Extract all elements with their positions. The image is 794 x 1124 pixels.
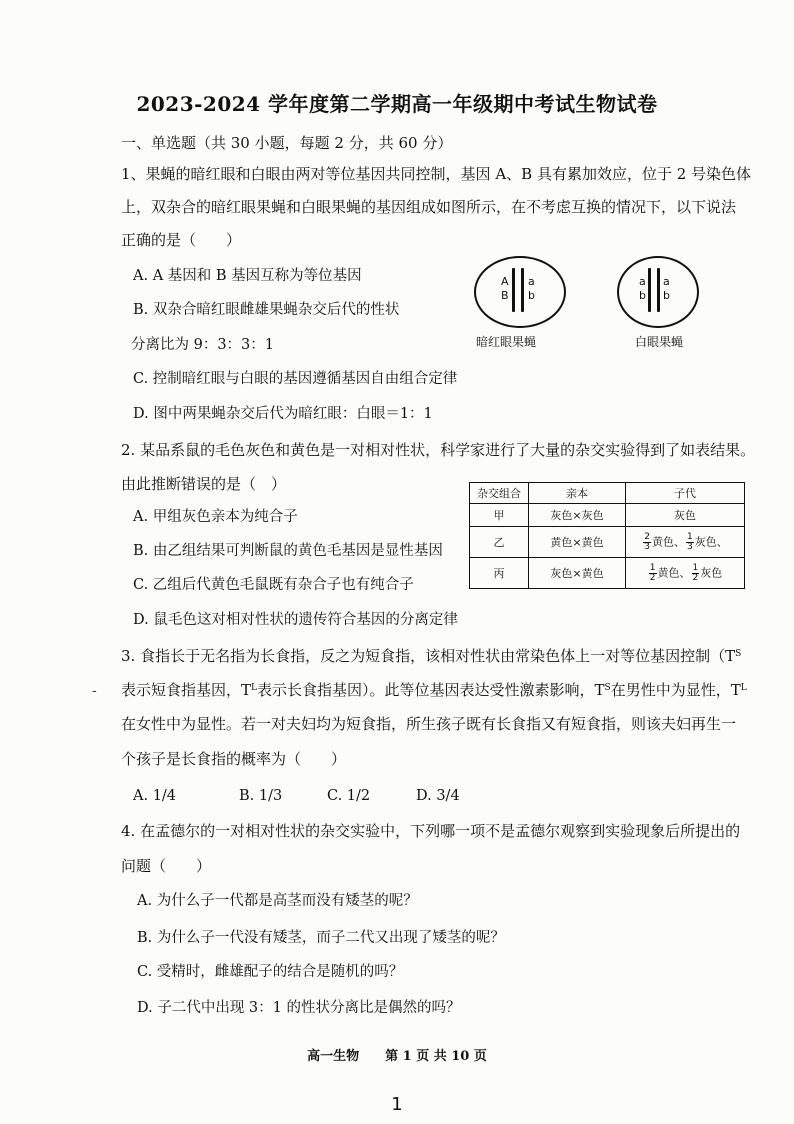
q4-option-d: D. 子二代中出现 3：1 的性状分离比是偶然的吗？ [137,1000,461,1016]
q4-option-b: B. 为什么子一代没有矮茎，而子二代又出现了矮茎的呢？ [137,930,505,946]
header-offspring: 子代 [626,483,745,504]
left-chromosome-2 [521,268,524,312]
right-chromosome-2 [657,268,660,312]
row-yi-parents: 黄色×黄色 [529,527,626,558]
right-allele-b-1: b [639,289,646,302]
q2-option-d: D. 鼠毛色这对相对性状的遗传符合基因的分离定律 [133,612,458,628]
q3-stem-line1: 3. 食指长于无名指为长食指，反之为短食指，该相对性状由常染色体上一对等位基因控制（$T^S$ [121,647,742,665]
table-header-row [470,483,745,504]
section-heading: 一、单选题（共 30 小题，每题 2 分，共 60 分） [121,134,453,152]
row-bing-parents: 灰色×黄色 [529,558,626,589]
table-row [470,527,745,558]
left-allele-B: B [501,289,509,302]
q1-option-b-line1: B. 双杂合暗红眼雌雄果蝇杂交后代的性状 [133,302,400,318]
table-row [470,504,745,527]
left-chromosome-1 [512,268,515,312]
margin-dash-mark: - [92,683,97,699]
q1-stem-line3: 正确的是（ ） [121,231,242,249]
q3-option-c: C. 1/2 [327,788,371,804]
q1-option-d: D. 图中两果蝇杂交后代为暗红眼：白眼＝1：1 [133,406,433,422]
q1-stem-line2: 上，双杂合的暗红眼果蝇和白眼果蝇的基因组成如图所示，在不考虑互换的情况下，以下说法 [121,198,737,216]
left-allele-b: b [528,289,535,302]
q3-option-d: D. 3/4 [416,788,460,804]
q3-stem-line3: 在女性中为显性。若一对夫妇均为短食指，所生孩子既有长食指又有短食指，则该夫妇再生一 [121,715,737,733]
q2-stem-line2: 由此推断错误的是（ ） [121,475,287,493]
row-yi-offspring: $\frac{2}{3}$ 黄色、 $\frac{1}{3}$ 灰色、 [626,527,745,558]
q3-option-a: A. 1/4 [133,788,177,804]
exam-title: 2023-2024 学年度第二学期高一年级期中考试生物试卷 [136,92,658,116]
page-number: 1 [391,1094,403,1115]
table-row [470,558,745,589]
fraction: $\frac{1}{3}$ [687,531,693,552]
q4-option-a: A. 为什么子一代都是高茎而没有矮茎的呢？ [137,893,418,909]
left-figure-caption: 暗红眼果蝇 [476,335,537,349]
fraction: $\frac{2}{3}$ [644,531,650,552]
fraction: $\frac{1}{2}$ [692,562,699,583]
row-jia-offspring: 灰色 [626,504,745,527]
q2-option-a: A. 甲组灰色亲本为纯合子 [133,509,298,525]
header-cross-group: 杂交组合 [470,483,529,504]
row-jia-parents: 灰色×灰色 [529,504,626,527]
left-allele-a: a [528,275,535,288]
q1-option-b-line2: 分离比为 9：3：3：1 [131,337,275,353]
q4-stem-line1: 4. 在孟德尔的一对相对性状的杂交实验中，下列哪一项不是孟德尔观察到实验现象后所提出的 [121,822,741,840]
q2-stem-line1: 2. 某品系鼠的毛色灰色和黄色是一对相对性状，科学家进行了大量的杂交实验得到了如表结果。 [121,441,756,459]
q1-option-a: A. A 基因和 B 基因互称为等位基因 [133,268,362,284]
right-chromosome-1 [648,268,651,312]
q3-stem-line2: 表示短食指基因，$T^L$表示长食指基因）。此等位基因表达受性激素影响，$T^S$在男性中为显性，$T^L$ [121,681,747,699]
q2-option-b: B. 由乙组结果可判断鼠的黄色毛基因是显性基因 [133,543,443,559]
q4-stem-line2: 问题（ ） [121,857,212,875]
cross-results-table [469,482,745,589]
right-allele-b-2: b [663,289,670,302]
row-bing-offspring: $\frac{1}{2}$ 黄色、 $\frac{1}{2}$ 灰色 [626,558,745,589]
q1-stem-line1: 1、果蝇的暗红眼和白眼由两对等位基因共同控制，基因 A、B 具有累加效应，位于 2 号染色体 [121,165,752,183]
left-allele-A: A [501,275,509,288]
row-jia-group: 甲 [470,504,529,527]
row-bing-group: 丙 [470,558,529,589]
right-figure-caption: 白眼果蝇 [635,335,684,349]
q3-option-b: B. 1/3 [239,788,283,804]
q1-option-c: C. 控制暗红眼与白眼的基因遵循基因自由组合定律 [133,371,458,387]
fraction: $\frac{1}{2}$ [649,562,656,583]
q3-stem-line4: 个孩子是长食指的概率为（ ） [121,750,347,768]
page-footer: 高一生物 第 1 页 共 10 页 [307,1049,487,1064]
q4-option-c: C. 受精时，雌雄配子的结合是随机的吗？ [137,964,404,980]
header-parents: 亲本 [529,483,626,504]
left-cell-outline [474,256,566,328]
q2-option-c: C. 乙组后代黄色毛鼠既有杂合子也有纯合子 [133,577,414,593]
right-allele-a-2: a [663,275,670,288]
row-yi-group: 乙 [470,527,529,558]
right-allele-a-1: a [639,275,646,288]
